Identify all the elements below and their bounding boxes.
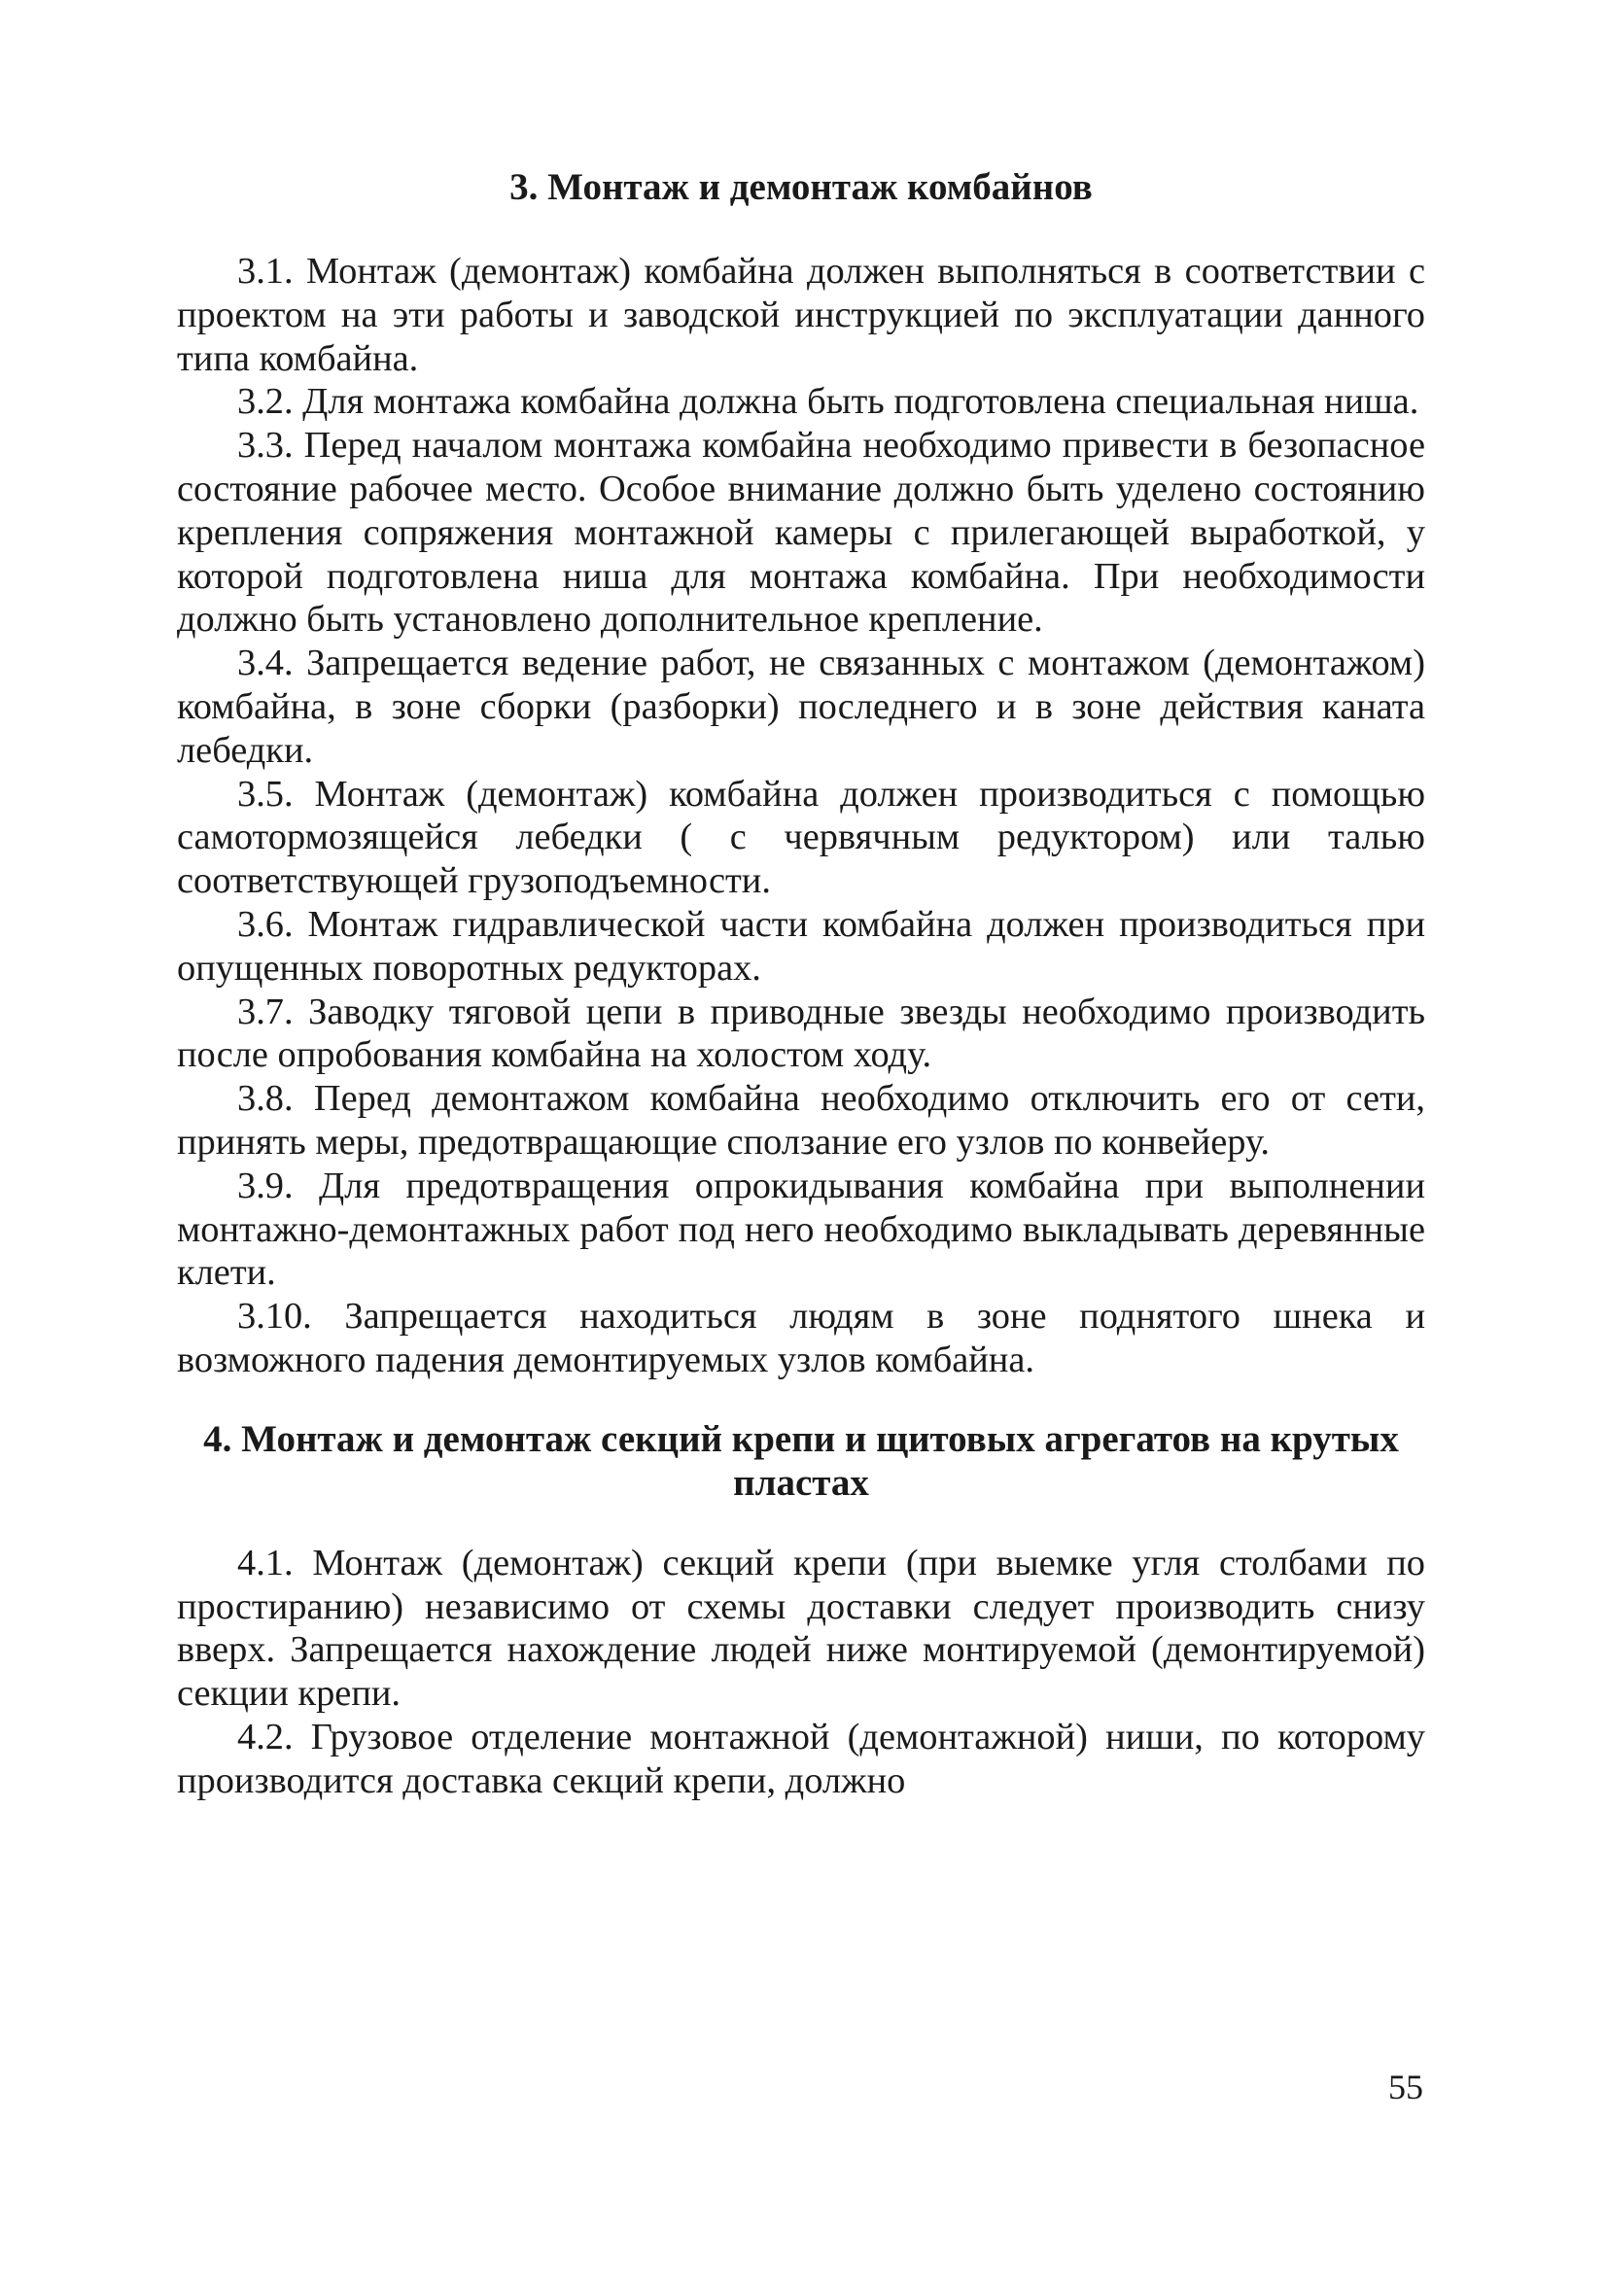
- section-3-body: [177, 250, 1425, 1382]
- paragraph-3-4: 3.4. Запрещается ведение работ, не связанных с монтажом (демонтажом) комбайна, в зоне сборки (разборки) последнего и в зоне действия каната лебедки.: [177, 643, 1425, 771]
- paragraph-3-9: 3.9. Для предотвращения опрокидывания комбайна при выполнении монтажно-демонтажных работ под него необходимо выкладывать деревянные клети.: [177, 1165, 1425, 1294]
- section-4-body: [177, 1542, 1425, 1803]
- paragraph-3-2: 3.2. Для монтажа комбайна должна быть подготовлена специальная ниша.: [237, 381, 1419, 423]
- page-number: 55: [1388, 2068, 1423, 2106]
- paragraph-3-10: 3.10. Запрещается находиться людям в зоне поднятого шнека и возможного падения демонтируемых узлов комбайна.: [177, 1296, 1425, 1380]
- paragraph-4-2: 4.2. Грузовое отделение монтажной (демонтажной) ниши, по которому производится доставка секций крепи, должно: [177, 1716, 1425, 1801]
- paragraph-3-5: 3.5. Монтаж (демонтаж) комбайна должен производиться с помощью самотормозящейся лебедки ( с червячным редуктором) или талью соответствующей грузоподъемности.: [177, 773, 1425, 902]
- paragraph-4-1: 4.1. Монтаж (демонтаж) секций крепи (при выемке угля столбами по простиранию) независимо от схемы доставки следует производить снизу вверх. Запрещается нахождение людей ниже монтируемой (демонтируемой) секции крепи.: [177, 1542, 1425, 1715]
- page-body: [177, 165, 1425, 2207]
- paragraph-3-1: 3.1. Монтаж (демонтаж) комбайна должен выполняться в соответствии с проектом на эти работы и заводской инструкцией по эксплуатации данного типа комбайна.: [177, 251, 1425, 379]
- section-4-title: 4. Монтаж и демонтаж секций крепи и щитовых агрегатов на крутых пластах: [203, 1417, 1399, 1504]
- paragraph-3-3: 3.3. Перед началом монтажа комбайна необходимо привести в безопасное состояние рабочее место. Особое внимание должно быть уделено состоянию крепления сопряжения монтажной камеры с прилегающей выработкой, у которой подготовлена ниша для монтажа комбайна. При необходимости должно быть установлено дополнительное крепление.: [177, 425, 1425, 641]
- paragraph-3-6: 3.6. Монтаж гидравлической части комбайна должен производиться при опущенных поворотных редукторах.: [177, 903, 1425, 989]
- paragraph-3-7: 3.7. Заводку тяговой цепи в приводные звезды необходимо производить после опробования комбайна на холостом ходу.: [177, 991, 1425, 1076]
- section-3-title: 3. Монтаж и демонтаж комбайнов: [509, 166, 1093, 208]
- paragraph-3-8: 3.8. Перед демонтажом комбайна необходимо отключить его от сети, принять меры, предотвращающие сползание его узлов по конвейеру.: [177, 1078, 1425, 1163]
